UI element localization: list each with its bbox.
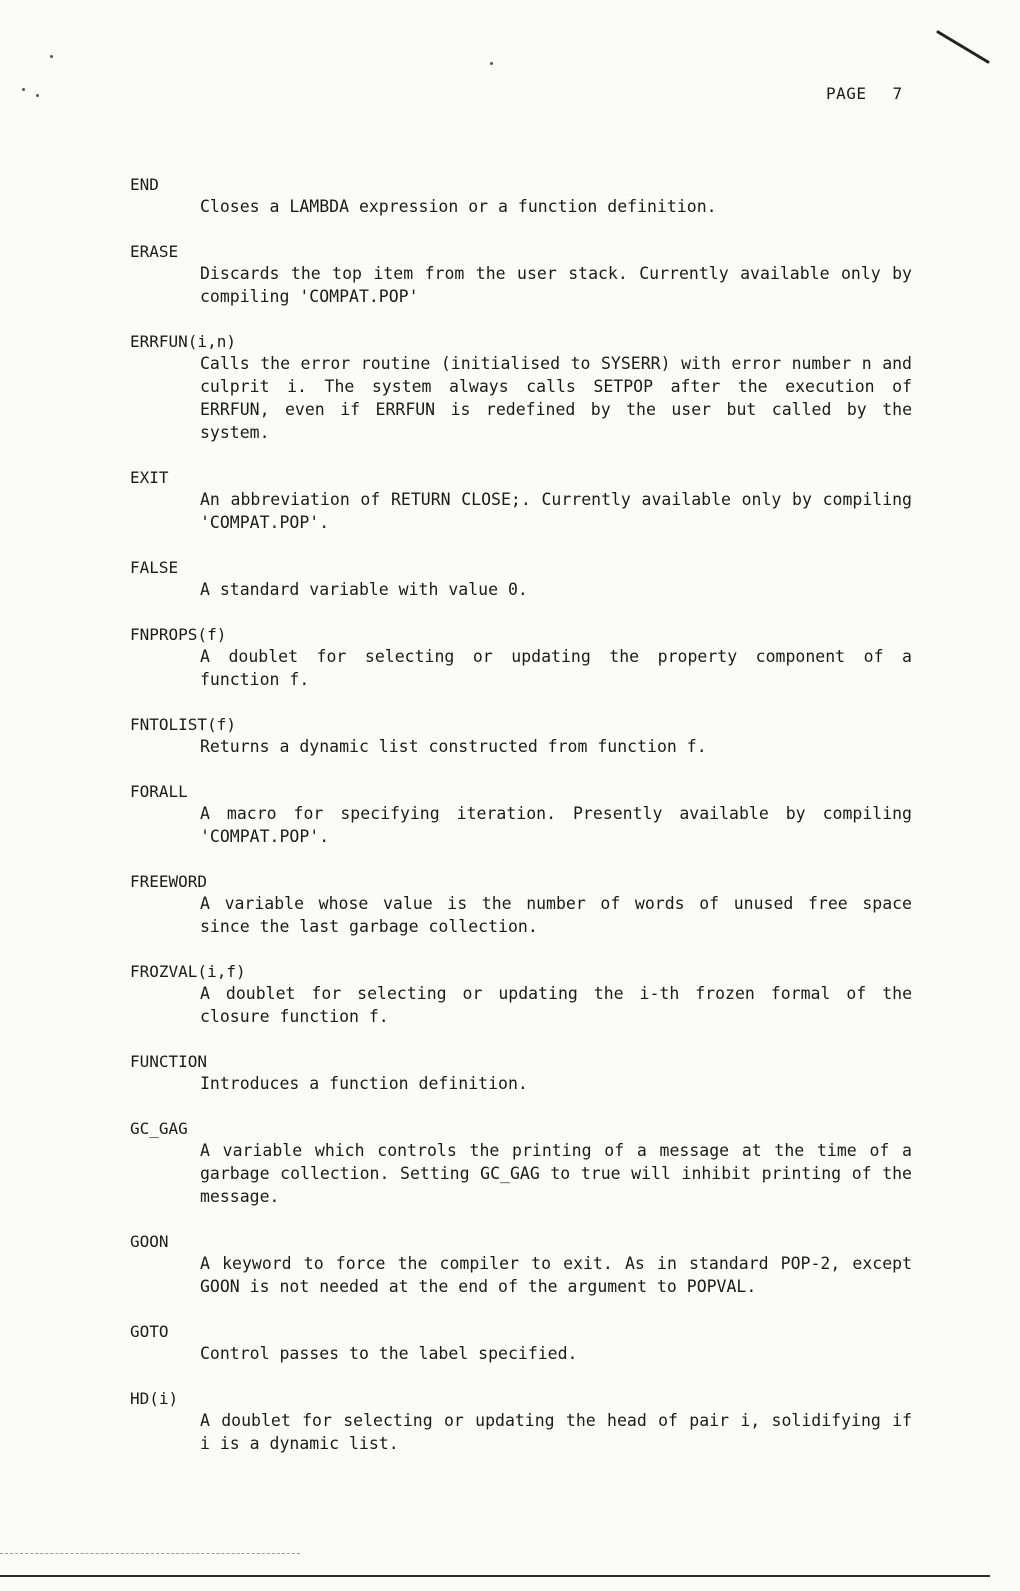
entry-term: FNPROPS(f) <box>130 625 227 644</box>
entry-function <box>130 1051 912 1095</box>
glossary-entries <box>130 174 912 1478</box>
entry-erase <box>130 241 912 308</box>
page-header <box>826 84 903 103</box>
entry-term: FUNCTION <box>130 1052 208 1071</box>
speck-mark <box>490 62 493 65</box>
entry-term: HD(i) <box>130 1389 179 1408</box>
entry-fnprops <box>130 624 912 691</box>
entry-description: A macro for specifying iteration. Presently available by compiling 'COMPAT.POP'. <box>200 804 912 846</box>
entry-term: GC_GAG <box>130 1119 188 1138</box>
entry-hd <box>130 1388 912 1455</box>
entry-term: ERASE <box>130 242 179 261</box>
entry-term: FALSE <box>130 558 179 577</box>
entry-description: A keyword to force the compiler to exit. As in standard POP-2, except GOON is not needed at the end of the argument to POPVAL. <box>200 1254 912 1296</box>
entry-description: A doublet for selecting or updating the head of pair i, solidifying if i is a dynamic list. <box>200 1411 912 1453</box>
entry-description: A variable which controls the printing of a message at the time of a garbage collection. Setting GC_GAG to true will inhibit printing of the message. <box>200 1141 912 1206</box>
entry-term: FORALL <box>130 782 188 801</box>
entry-false <box>130 557 912 601</box>
entry-term: GOON <box>130 1232 169 1251</box>
entry-end <box>130 174 912 218</box>
entry-term: FROZVAL(i,f) <box>130 962 246 981</box>
entry-description: Introduces a function definition. <box>200 1074 528 1093</box>
corner-pen-mark-icon <box>936 24 990 64</box>
entry-term: GOTO <box>130 1322 169 1341</box>
entry-freeword <box>130 871 912 938</box>
page-label: PAGE <box>826 84 867 103</box>
entry-description: Control passes to the label specified. <box>200 1344 578 1363</box>
speck-mark <box>22 88 25 91</box>
entry-forall <box>130 781 912 848</box>
entry-description: Closes a LAMBDA expression or a function definition. <box>200 197 717 216</box>
entry-description: A variable whose value is the number of words of unused free space since the last garbage collection. <box>200 894 912 936</box>
entry-description: An abbreviation of RETURN CLOSE;. Currently available only by compiling 'COMPAT.POP'. <box>200 490 912 532</box>
entry-description: Calls the error routine (initialised to SYSERR) with error number n and culprit i. The system always calls SETPOP after the execution of ERRFUN, even if ERRFUN is redefined by the user but called by the system. <box>200 354 912 442</box>
entry-term: END <box>130 175 159 194</box>
speck-mark <box>36 94 39 97</box>
entry-description: A doublet for selecting or updating the property component of a function f. <box>200 647 912 689</box>
entry-goto <box>130 1321 912 1365</box>
entry-exit <box>130 467 912 534</box>
entry-description: Returns a dynamic list constructed from function f. <box>200 737 707 756</box>
entry-goon <box>130 1231 912 1298</box>
entry-fntolist <box>130 714 912 758</box>
entry-term: FNTOLIST(f) <box>130 715 236 734</box>
speck-mark <box>50 55 53 58</box>
entry-frozval <box>130 961 912 1028</box>
entry-gc-gag <box>130 1118 912 1208</box>
entry-description: A standard variable with value 0. <box>200 580 528 599</box>
entry-term: FREEWORD <box>130 872 208 891</box>
entry-term: EXIT <box>130 468 169 487</box>
entry-errfun <box>130 331 912 444</box>
entry-term: ERRFUN(i,n) <box>130 332 236 351</box>
entry-description: Discards the top item from the user stack. Currently available only by compiling 'COMPAT.POP' <box>200 264 912 306</box>
entry-description: A doublet for selecting or updating the i-th frozen formal of the closure function f. <box>200 984 912 1026</box>
bottom-rule <box>0 1575 990 1577</box>
page-number: 7 <box>892 84 903 103</box>
scan-noise-line <box>0 1553 300 1560</box>
